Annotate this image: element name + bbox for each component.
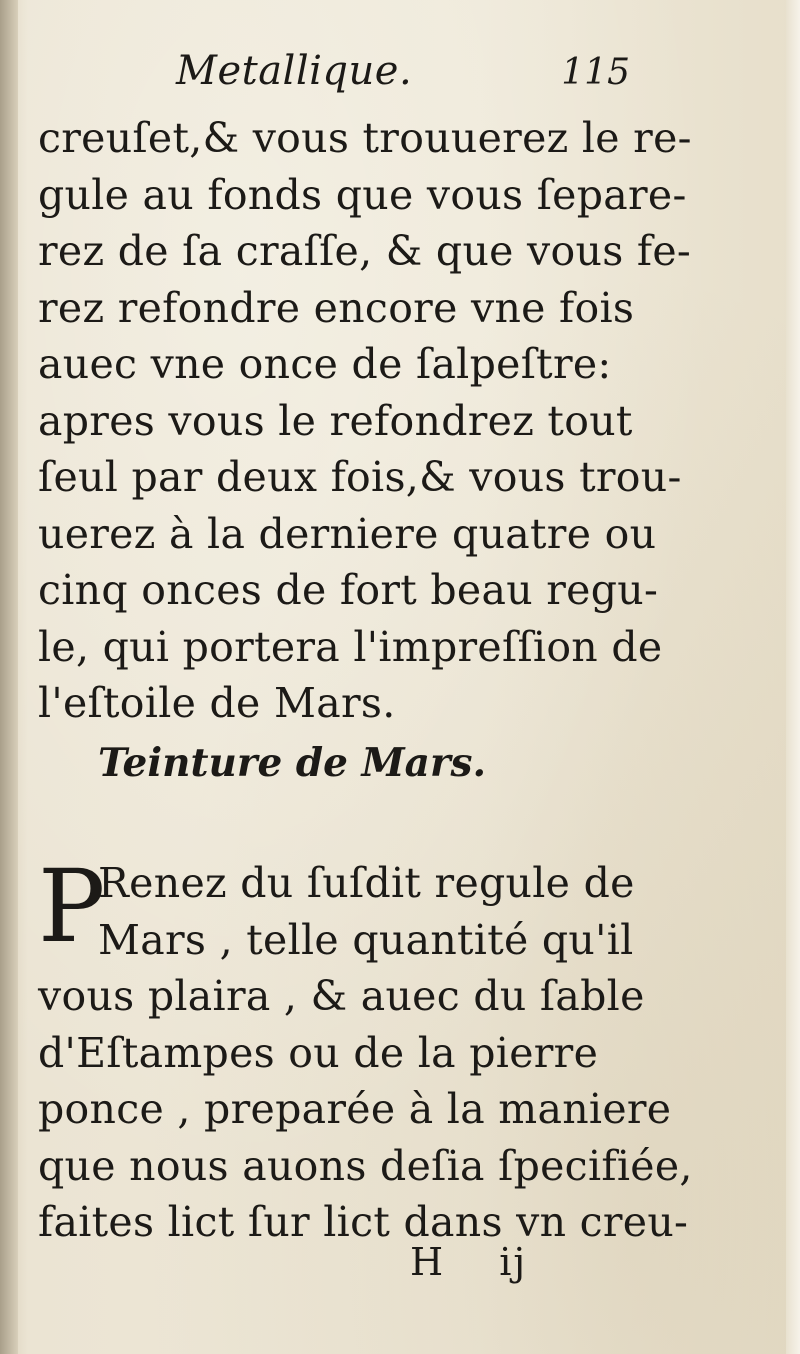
signature-mark: [410, 1240, 527, 1284]
text-line: rez de ſa craſſe, & que vous fe-: [38, 227, 692, 275]
text-line: ponce , preparée à la maniere: [38, 1085, 672, 1133]
paragraph-2: [38, 848, 693, 1251]
drop-cap-initial: P: [38, 848, 106, 965]
text-line: vous plaira , & auec du ſable: [38, 972, 645, 1020]
text-line: gule au fonds que vous ſepare-: [38, 170, 687, 219]
page-edge: [786, 0, 800, 1354]
text-line: cinq onces de fort beau regu-: [38, 566, 659, 614]
text-line: le, qui portera l'impreſſion de: [38, 622, 663, 671]
page-gutter-shadow: [0, 0, 18, 1354]
text-line: Renez du ſuſdit regule de: [98, 859, 635, 907]
section-heading: Teinture de Mars.: [98, 740, 487, 786]
text-line: rez refondre encore vne fois: [38, 283, 635, 332]
running-title: Metallique.: [176, 48, 413, 94]
text-line: apres vous le refondrez tout: [38, 396, 633, 445]
text-line: l'eſtoile de Mars.: [38, 679, 396, 727]
text-line: auec vne once de ſalpeſtre:: [38, 340, 612, 388]
signature-number: ij: [499, 1240, 528, 1284]
text-line: uerez à la derniere quatre ou: [38, 509, 657, 558]
text-line: ſeul par deux fois,& vous trou-: [38, 453, 682, 501]
text-line: faites lict ſur lict dans vn creu-: [38, 1198, 689, 1246]
page-number: 115: [561, 52, 630, 93]
text-line: creuſet,& vous trouuerez le re-: [38, 114, 692, 162]
text-line: d'Eſtampes ou de la pierre: [38, 1028, 599, 1077]
paragraph-1: [38, 110, 692, 732]
text-line: que nous auons deſia ſpecifiée,: [38, 1141, 693, 1190]
page-header: [40, 40, 630, 110]
text-line: Mars , telle quantité qu'il: [98, 915, 634, 964]
signature-letter: H: [410, 1240, 446, 1284]
